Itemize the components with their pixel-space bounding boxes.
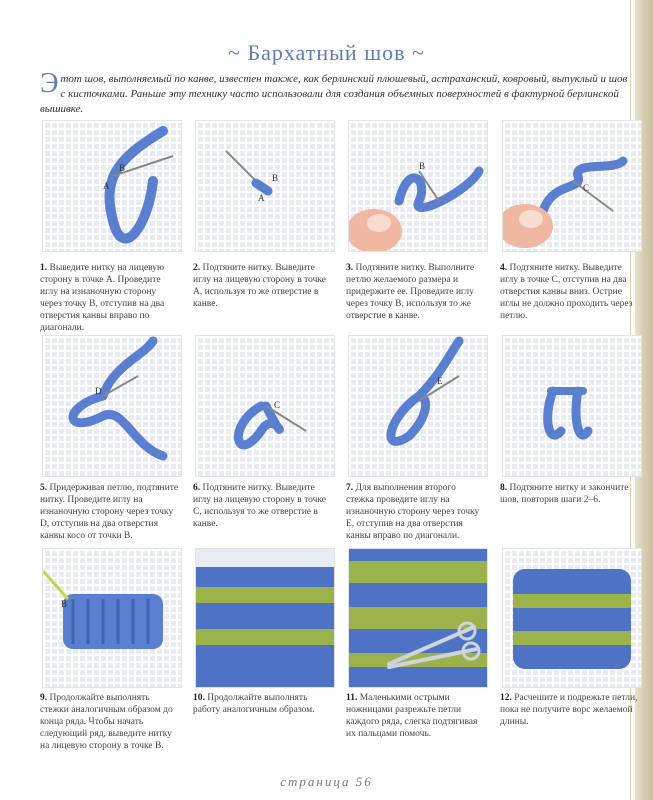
- step-9-caption: 9. Продолжайте выполнять стежки аналогичным образом до конца ряда. Чтобы начать следующий ряд, выведите нитку на лицевую сторону в точке В.: [40, 693, 173, 751]
- drop-cap: Э: [40, 68, 59, 99]
- label-c: C: [583, 183, 590, 193]
- step-3-caption: 3. Подтяните нитку. Выполните петлю желаемого размера и придержите ее. Проведите иглу через точку В, используя то же отверстие в канве.: [346, 263, 475, 321]
- label-b: B: [119, 163, 126, 173]
- step-6-caption: 6. Подтяните нитку. Выведите иглу на лицевую сторону в точке С, используя то же отверстие в канве.: [193, 483, 327, 529]
- step-8-photo: [502, 335, 642, 477]
- label-b: B: [61, 599, 68, 609]
- step-9-photo: [42, 548, 182, 688]
- page-number: страница 56: [280, 774, 373, 789]
- page-title: ~ Бархатный шов ~: [228, 40, 425, 65]
- step-4-caption: 4. Подтяните нитку. Выведите иглу в точке С, отступив на два отверстия канвы вниз. Острие иглы не должно проходить через петлю.: [500, 263, 633, 321]
- step-7-photo: [348, 335, 488, 477]
- step-8-caption: 8. Подтяните нитку и закончите шов, повторив шаги 2–6.: [500, 483, 629, 505]
- label-a: A: [103, 181, 110, 191]
- step-12-photo: [502, 548, 642, 688]
- step-11-photo: [348, 548, 488, 688]
- step-3-photo: [348, 120, 488, 252]
- step-1-photo: [42, 120, 182, 252]
- step-7-caption: 7. Для выполнения второго стежка проведите иглу на изнаночную сторону через точку Е, отступив на два отверстия канвы вправо по диагонали.: [346, 483, 480, 541]
- step-11-caption: 11. Маленькими острыми ножницами разрежьте петли каждого ряда, слегка подтягивая их пальцами помочь.: [346, 693, 478, 739]
- step-2-caption: 2. Подтяните нитку. Выведите иглу на лицевую сторону в точке А, используя то же отверстие в канве.: [193, 263, 327, 309]
- label-d: D: [95, 386, 102, 396]
- label-b: B: [419, 161, 426, 171]
- step-10-photo: [195, 548, 335, 688]
- intro-paragraph: [40, 68, 630, 117]
- step-10-caption: 10. Продолжайте выполнять работу аналогичным образом.: [193, 693, 315, 715]
- step-6-photo: [195, 335, 335, 477]
- step-5-caption: 5. Придерживая петлю, подтяните нитку. Проведите иглу на изнаночную сторону через точку D, отступив на два отверстия канвы косо от точки В.: [40, 483, 179, 541]
- intro-text: тот шов, выполняемый по канве, известен также, как берлинский плюшевый, астраханский, ковровый, выпуклый и шов с кисточками. Раньше эту технику часто использовали для создания объемных поверхностей в фактурной берлинской вышивке.: [40, 73, 628, 115]
- step-4-photo: [502, 120, 642, 252]
- step-12-caption: 12. Расчешите и подрежьте петли, пока не получите ворс желаемой длины.: [500, 693, 638, 727]
- step-1-caption: 1. Выведите нитку на лицевую сторону в точке А. Проведите иглу на изнаночную сторону через точку В, отступив на два отверстия канвы вправо по диагонали.: [40, 263, 165, 333]
- label-e: E: [437, 376, 443, 386]
- step-5-photo: [42, 335, 182, 477]
- label-b: B: [272, 173, 279, 183]
- step-2-photo: [195, 120, 335, 252]
- label-a: A: [258, 193, 265, 203]
- label-c: C: [274, 400, 281, 410]
